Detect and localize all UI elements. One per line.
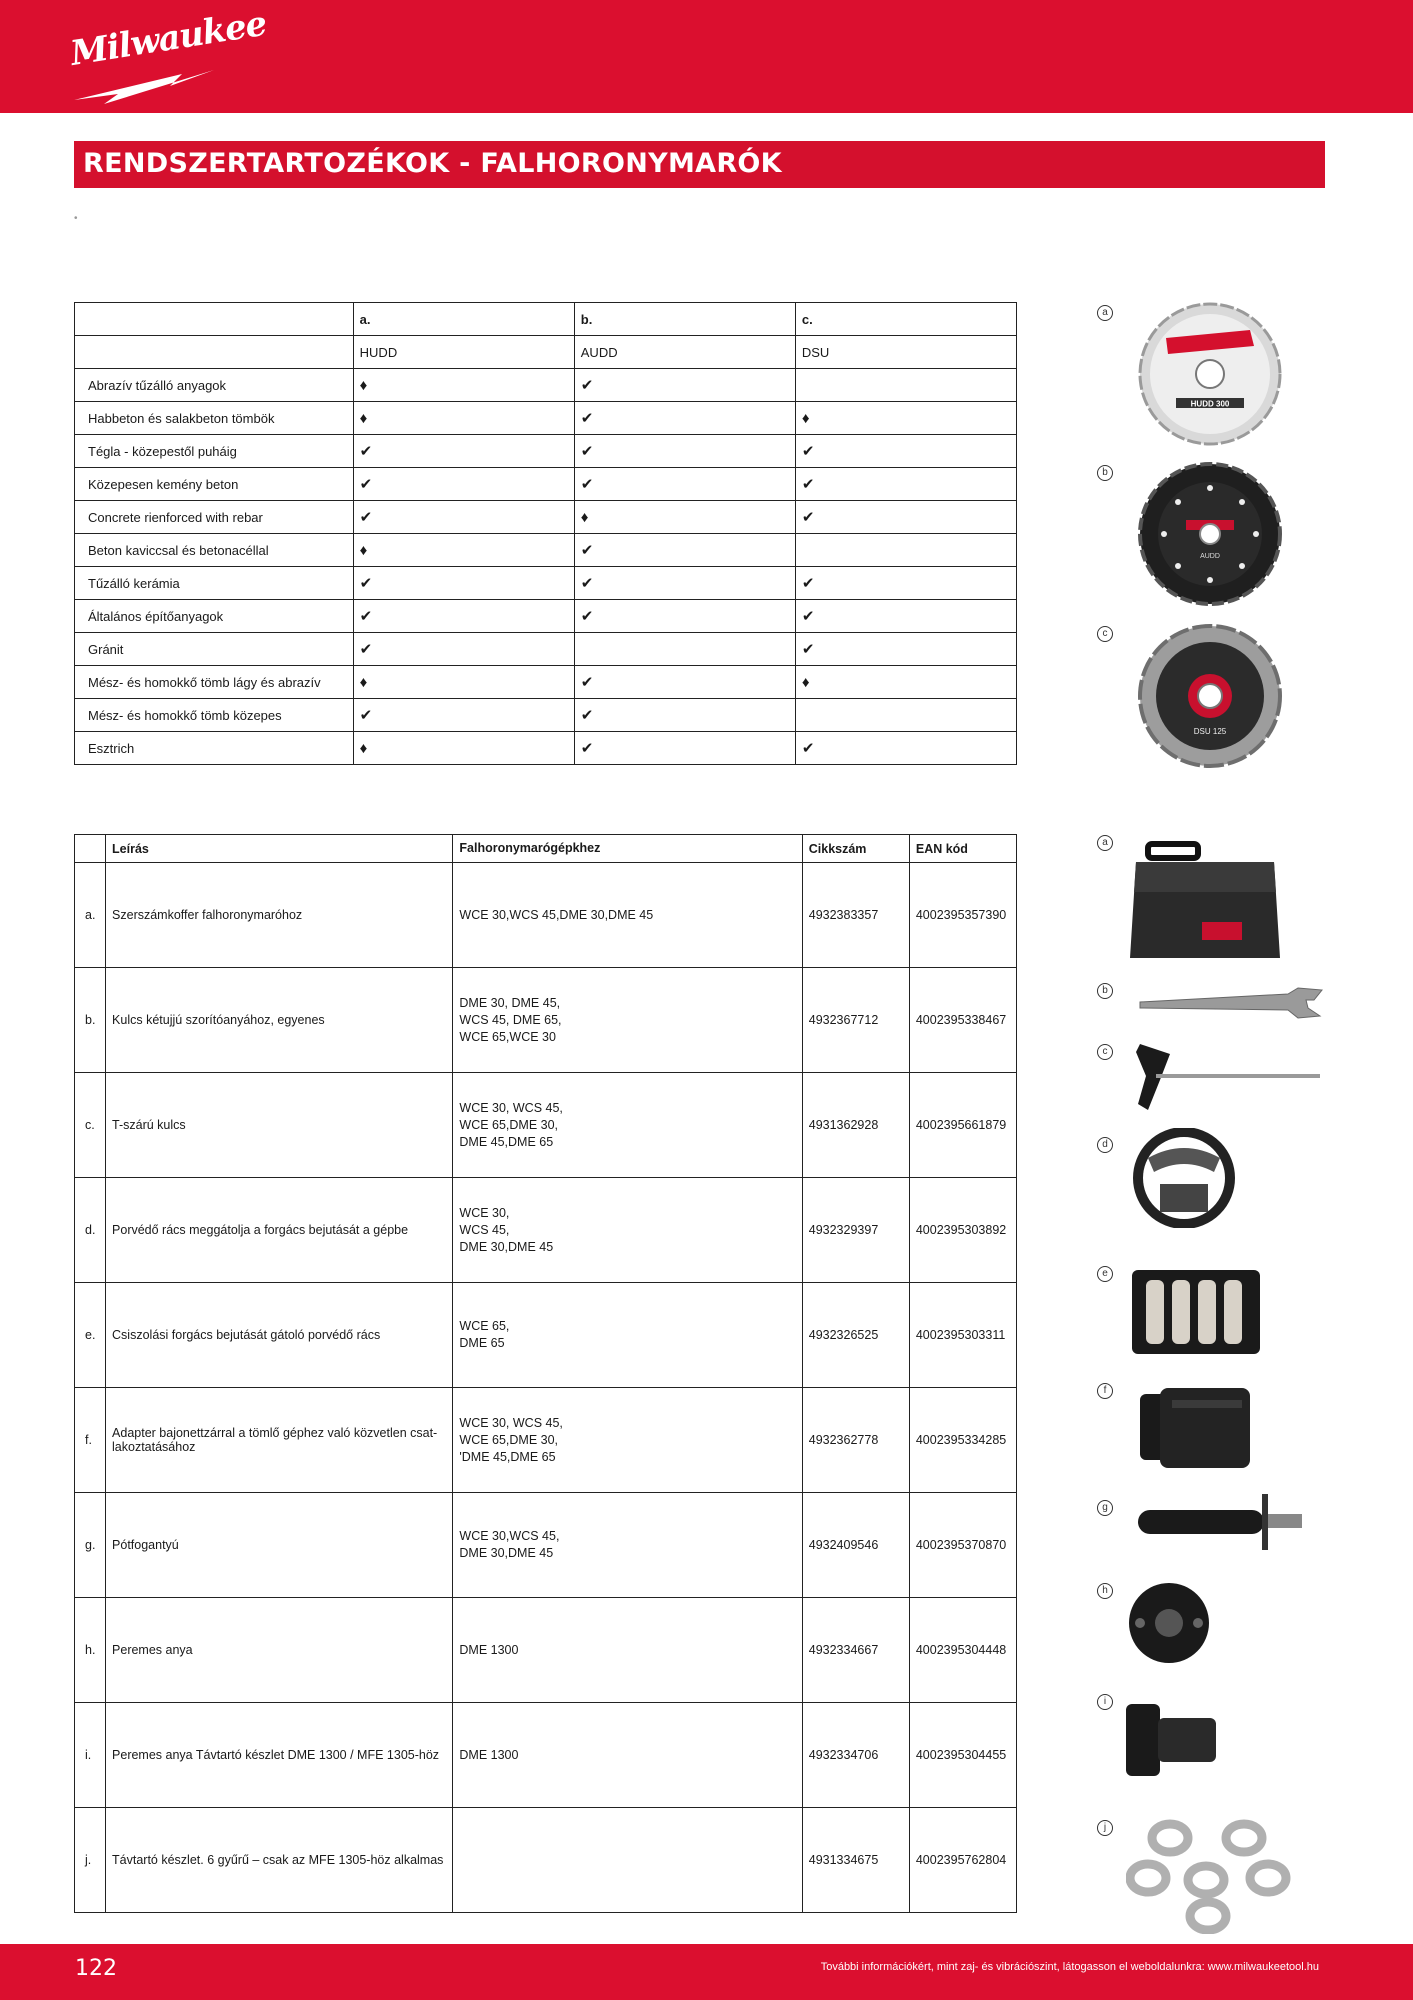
- check-icon: ✔: [359, 509, 373, 526]
- compat-cell: [574, 402, 795, 435]
- diamond-icon: ♦: [580, 508, 589, 526]
- check-icon: ✔: [359, 641, 373, 658]
- compat-cell: [353, 534, 574, 567]
- compat-row: [75, 600, 1017, 633]
- compat-corner-cell: [75, 336, 354, 369]
- compat-cell: [574, 501, 795, 534]
- ean-code: 4002395303311: [909, 1283, 1016, 1388]
- compatible-machines: [453, 1808, 802, 1913]
- accessory-row: [75, 968, 1017, 1073]
- acc-label-j: j: [1097, 1820, 1113, 1836]
- article-number: 4932334706: [802, 1703, 909, 1808]
- compat-cell: [795, 732, 1016, 765]
- material-label: Habbeton és salakbeton tömbök: [75, 402, 354, 435]
- compat-cell: [574, 633, 795, 666]
- acc-label-e: e: [1097, 1266, 1113, 1282]
- check-icon: ✔: [580, 542, 594, 559]
- flange-nut-image: [1126, 1580, 1212, 1666]
- compat-cell: [353, 732, 574, 765]
- article-number: 4932362778: [802, 1388, 909, 1493]
- column-header: Leírás: [106, 835, 453, 863]
- footer-bar: [0, 1944, 1413, 2000]
- ean-code: 4002395357390: [909, 863, 1016, 968]
- row-letter: i.: [75, 1703, 106, 1808]
- accessory-row: [75, 1178, 1017, 1283]
- flange-nut-spacer-set-image: [1118, 1690, 1222, 1790]
- accessory-description: Adapter bajonettzárral a tömlő géphez való közvetlen csat- lakoztatásához: [106, 1388, 453, 1493]
- compat-cell: [353, 666, 574, 699]
- check-icon: ✔: [801, 575, 815, 592]
- check-icon: ✔: [580, 575, 594, 592]
- article-number: 4931362928: [802, 1073, 909, 1178]
- accessory-description: Porvédő rács meggátolja a forgács bejutását a gépbe: [106, 1178, 453, 1283]
- check-icon: ✔: [580, 740, 594, 757]
- check-icon: ✔: [580, 410, 594, 427]
- check-icon: ✔: [359, 608, 373, 625]
- diamond-disc-dsu-image: [1138, 624, 1282, 768]
- material-label: Tégla - közepestől puháig: [75, 435, 354, 468]
- material-label: Abrazív tűzálló anyagok: [75, 369, 354, 402]
- check-icon: ✔: [580, 377, 594, 394]
- bullet-dot: •: [74, 213, 78, 224]
- diamond-disc-audd-image: [1138, 462, 1282, 606]
- compat-letter-row: [75, 303, 1017, 336]
- compat-product: DSU: [795, 336, 1016, 369]
- compat-row: [75, 468, 1017, 501]
- compat-cell: [574, 699, 795, 732]
- check-icon: ✔: [801, 509, 815, 526]
- compatibility-table: [74, 302, 1017, 765]
- compat-product: AUDD: [574, 336, 795, 369]
- accessory-row: [75, 1598, 1017, 1703]
- compat-row: [75, 402, 1017, 435]
- diamond-icon: ♦: [359, 673, 368, 691]
- compat-cell: [353, 369, 574, 402]
- material-label: Közepesen kemény beton: [75, 468, 354, 501]
- diamond-icon: ♦: [359, 376, 368, 394]
- acc-label-f: f: [1097, 1383, 1113, 1399]
- compat-cell: [795, 501, 1016, 534]
- ean-code: 4002395304455: [909, 1703, 1016, 1808]
- column-header: EAN kód: [909, 835, 1016, 863]
- check-icon: ✔: [580, 674, 594, 691]
- accessories-table: [74, 834, 1017, 1913]
- accessory-row: [75, 1073, 1017, 1178]
- accessory-row: [75, 1808, 1017, 1913]
- compat-cell: [574, 600, 795, 633]
- accessory-row: [75, 863, 1017, 968]
- compat-cell: [795, 666, 1016, 699]
- compat-product-row: [75, 336, 1017, 369]
- check-icon: ✔: [801, 608, 815, 625]
- compat-cell: [574, 666, 795, 699]
- check-icon: ✔: [580, 476, 594, 493]
- ean-code: 4002395338467: [909, 968, 1016, 1073]
- compat-cell: [574, 732, 795, 765]
- diamond-icon: ♦: [359, 409, 368, 427]
- page-number: 122: [75, 1956, 117, 1981]
- column-header: Falhoronymarógépkhez: [453, 835, 802, 863]
- compat-cell: [574, 468, 795, 501]
- accessory-description: Távtartó készlet. 6 gyűrű – csak az MFE 1305-höz alkalmas: [106, 1808, 453, 1913]
- label-c: c: [1097, 626, 1113, 642]
- column-header: Cikkszám: [802, 835, 909, 863]
- compat-cell: [795, 567, 1016, 600]
- article-number: 4932334667: [802, 1598, 909, 1703]
- milwaukee-logo[interactable]: [67, 3, 269, 108]
- diamond-icon: ♦: [359, 739, 368, 757]
- compat-cell: [795, 402, 1016, 435]
- row-letter: d.: [75, 1178, 106, 1283]
- compat-cell: [795, 468, 1016, 501]
- acc-label-g: g: [1097, 1500, 1113, 1516]
- check-icon: ✔: [580, 707, 594, 724]
- accessory-description: T-szárú kulcs: [106, 1073, 453, 1178]
- header-letter-cell: [75, 835, 106, 863]
- acc-label-i: i: [1097, 1694, 1113, 1710]
- acc-label-c: c: [1097, 1044, 1113, 1060]
- article-number: 4931334675: [802, 1808, 909, 1913]
- accessory-description: Peremes anya: [106, 1598, 453, 1703]
- compat-row: [75, 567, 1017, 600]
- page-title: RENDSZERTARTOZÉKOK - FALHORONYMARÓK: [83, 148, 782, 179]
- compatible-machines: WCE 30, WCS 45, WCE 65,DME 30, DME 45,DME 65: [453, 1073, 802, 1178]
- diamond-icon: ♦: [801, 673, 810, 691]
- accessory-row: [75, 1388, 1017, 1493]
- check-icon: ✔: [801, 641, 815, 658]
- compat-cell: [353, 501, 574, 534]
- acc-label-b: b: [1097, 983, 1113, 999]
- row-letter: g.: [75, 1493, 106, 1598]
- dust-guard-grid-image: [1128, 1128, 1240, 1228]
- compatible-machines: DME 1300: [453, 1598, 802, 1703]
- compat-letter: b.: [574, 303, 795, 336]
- accessory-description: Csiszolási forgács bejutását gátoló porvédő rács: [106, 1283, 453, 1388]
- ean-code: 4002395303892: [909, 1178, 1016, 1283]
- article-number: 4932329397: [802, 1178, 909, 1283]
- compatible-machines: WCE 30,WCS 45,DME 30,DME 45: [453, 863, 802, 968]
- bayonet-adapter-image: [1132, 1380, 1256, 1474]
- compat-corner-cell: [75, 303, 354, 336]
- row-letter: c.: [75, 1073, 106, 1178]
- logo-text: Milwaukee: [67, 3, 269, 74]
- compat-cell: [353, 567, 574, 600]
- article-number: 4932326525: [802, 1283, 909, 1388]
- material-label: Concrete rienforced with rebar: [75, 501, 354, 534]
- t-handle-key-image: [1130, 1040, 1322, 1114]
- spacer-rings-image: [1126, 1814, 1294, 1934]
- check-icon: ✔: [801, 443, 815, 460]
- compat-cell: [795, 633, 1016, 666]
- compat-row: [75, 501, 1017, 534]
- diamond-disc-hudd-image: [1138, 302, 1282, 446]
- material-label: Mész- és homokkő tömb közepes: [75, 699, 354, 732]
- compat-row: [75, 435, 1017, 468]
- disc-b-print: AUDD: [1200, 553, 1220, 560]
- check-icon: ✔: [580, 608, 594, 625]
- ean-code: 4002395334285: [909, 1388, 1016, 1493]
- accessory-row: [75, 1283, 1017, 1388]
- compat-letter: c.: [795, 303, 1016, 336]
- compat-cell: [574, 534, 795, 567]
- disc-c-print: DSU 125: [1193, 727, 1227, 736]
- ean-code: 4002395661879: [909, 1073, 1016, 1178]
- material-label: Gránit: [75, 633, 354, 666]
- compat-row: [75, 369, 1017, 402]
- compat-cell: [795, 534, 1016, 567]
- compat-cell: [353, 699, 574, 732]
- row-letter: h.: [75, 1598, 106, 1703]
- compat-row: [75, 666, 1017, 699]
- compat-cell: [574, 369, 795, 402]
- compat-cell: [353, 600, 574, 633]
- row-letter: f.: [75, 1388, 106, 1493]
- footer-note: További információkért, mint zaj- és vibrációszint, látogasson el weboldalunkra: www.milwaukeetool.hu: [820, 1961, 1319, 1973]
- grinding-dust-guard-image: [1128, 1266, 1264, 1358]
- compat-row: [75, 534, 1017, 567]
- tool-case-image: [1130, 832, 1280, 966]
- material-label: Beton kaviccsal és betonacéllal: [75, 534, 354, 567]
- disc-a-print: HUDD 300: [1190, 399, 1230, 409]
- compat-row: [75, 633, 1017, 666]
- material-label: Tűzálló kerámia: [75, 567, 354, 600]
- compatible-machines: WCE 30,WCS 45, DME 30,DME 45: [453, 1493, 802, 1598]
- accessory-row: [75, 1493, 1017, 1598]
- article-number: 4932383357: [802, 863, 909, 968]
- check-icon: ✔: [359, 707, 373, 724]
- accessory-description: Peremes anya Távtartó készlet DME 1300 / MFE 1305-höz: [106, 1703, 453, 1808]
- material-label: Mész- és homokkő tömb lágy és abrazív: [75, 666, 354, 699]
- article-number: 4932367712: [802, 968, 909, 1073]
- compat-cell: [795, 699, 1016, 732]
- compatible-machines: WCE 30, WCS 45, DME 30,DME 45: [453, 1178, 802, 1283]
- compat-product: HUDD: [353, 336, 574, 369]
- compat-row: [75, 732, 1017, 765]
- header-bar: [0, 0, 1413, 113]
- compat-cell: [574, 567, 795, 600]
- compatible-machines: DME 30, DME 45, WCS 45, DME 65, WCE 65,WCE 30: [453, 968, 802, 1073]
- compat-letter: a.: [353, 303, 574, 336]
- accessory-row: [75, 1703, 1017, 1808]
- compat-cell: [353, 435, 574, 468]
- compat-cell: [795, 435, 1016, 468]
- compatible-machines: WCE 65, DME 65: [453, 1283, 802, 1388]
- acc-label-a: a: [1097, 835, 1113, 851]
- compat-cell: [353, 468, 574, 501]
- ean-code: 4002395304448: [909, 1598, 1016, 1703]
- row-letter: b.: [75, 968, 106, 1073]
- compatible-machines: WCE 30, WCS 45, WCE 65,DME 30, 'DME 45,DME 65: [453, 1388, 802, 1493]
- compat-cell: [795, 600, 1016, 633]
- acc-label-d: d: [1097, 1137, 1113, 1153]
- auxiliary-handle-image: [1134, 1488, 1304, 1556]
- row-letter: j.: [75, 1808, 106, 1913]
- accessory-description: Pótfogantyú: [106, 1493, 453, 1598]
- compat-cell: [574, 435, 795, 468]
- label-b: b: [1097, 465, 1113, 481]
- accessory-description: Kulcs kétujjú szorítóanyához, egyenes: [106, 968, 453, 1073]
- material-label: Esztrich: [75, 732, 354, 765]
- row-letter: a.: [75, 863, 106, 968]
- accessories-header-row: [75, 835, 1017, 863]
- compatible-machines: DME 1300: [453, 1703, 802, 1808]
- check-icon: ✔: [801, 740, 815, 757]
- check-icon: ✔: [359, 575, 373, 592]
- check-icon: ✔: [801, 476, 815, 493]
- ean-code: 4002395762804: [909, 1808, 1016, 1913]
- compat-cell: [353, 402, 574, 435]
- article-number: 4932409546: [802, 1493, 909, 1598]
- ean-code: 4002395370870: [909, 1493, 1016, 1598]
- compat-cell: [353, 633, 574, 666]
- page-title-banner: [74, 141, 1325, 188]
- diamond-icon: ♦: [801, 409, 810, 427]
- check-icon: ✔: [359, 443, 373, 460]
- lightning-bolt-icon: [74, 30, 224, 108]
- accessory-description: Szerszámkoffer falhoronymaróhoz: [106, 863, 453, 968]
- material-label: Általános építőanyagok: [75, 600, 354, 633]
- check-icon: ✔: [580, 443, 594, 460]
- row-letter: e.: [75, 1283, 106, 1388]
- check-icon: ✔: [359, 476, 373, 493]
- diamond-icon: ♦: [359, 541, 368, 559]
- two-pin-wrench-image: [1138, 982, 1324, 1024]
- compat-cell: [795, 369, 1016, 402]
- compat-row: [75, 699, 1017, 732]
- acc-label-h: h: [1097, 1583, 1113, 1599]
- label-a: a: [1097, 305, 1113, 321]
